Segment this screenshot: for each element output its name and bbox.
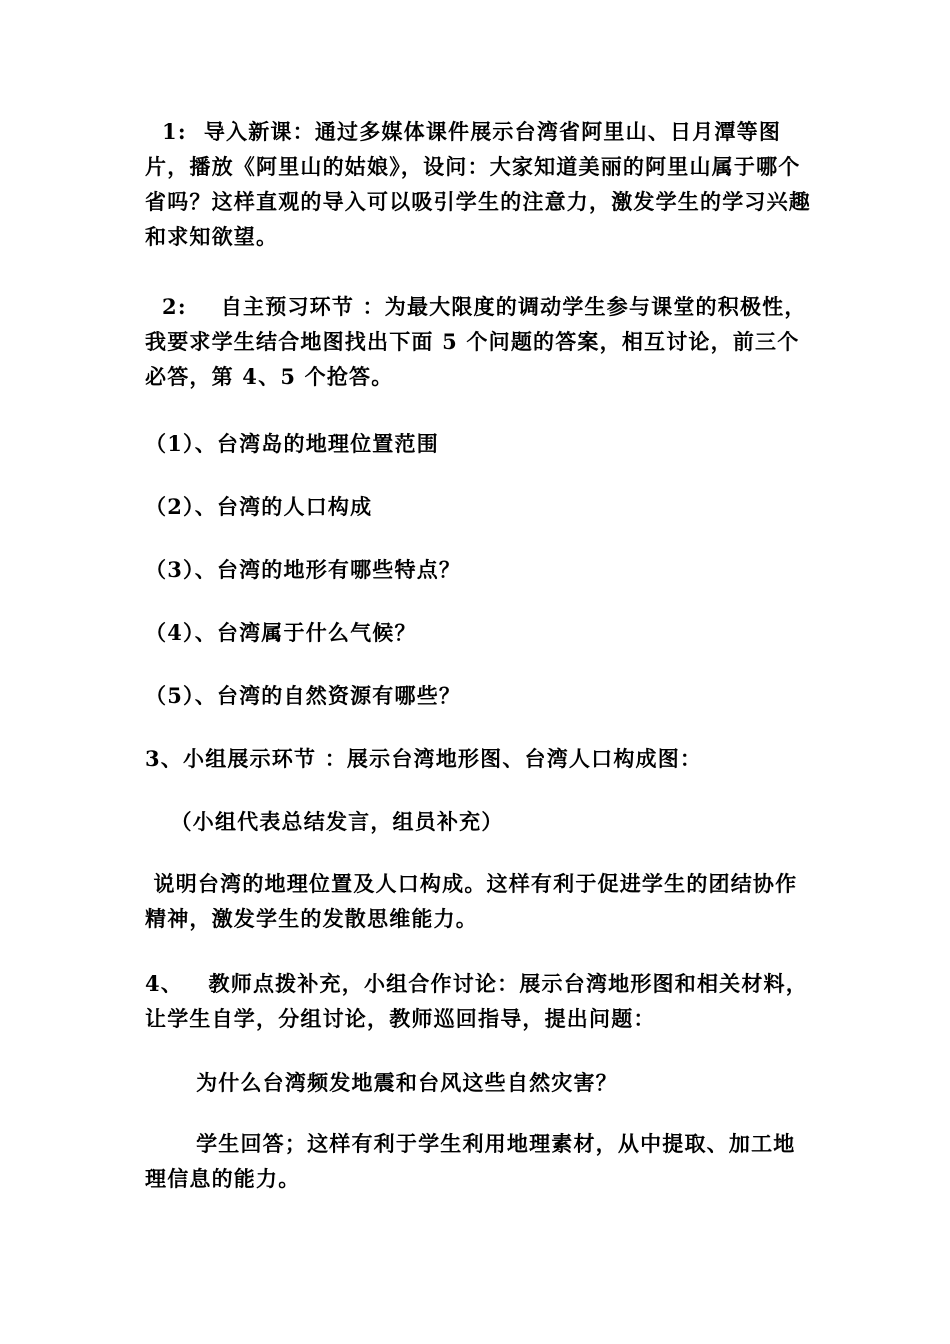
paragraph-group-show: 3、小组展示环节 ：展示台湾地形图、台湾人口构成图：: [145, 746, 703, 771]
paragraph-teacher: 4、 教师点拨补充，小组合作讨论：展示台湾地形图和相关材料， 让学生自学，分组讨论，教师巡回指导，提出问题：: [145, 971, 825, 1031]
question-3: （3）、台湾的地形有哪些特点？: [145, 557, 462, 582]
paragraph-self-study: 2: 自主预习环节 ：为最大限度的调动学生参与课堂的积极性，我要求学生结合地图找出下面 5 个问题的答案，相互讨论，前三个必答，第 4、5 个抢答。: [145, 294, 807, 389]
question-5: （5）、台湾的自然资源有哪些？: [145, 683, 462, 708]
paragraph-intro: 1: 导入新课：通过多媒体课件展示台湾省阿里山、日月潭等图片，播放《阿里山的姑娘》，设问：大家知道美丽的阿里山属于哪个省吗？这样直观的导入可以吸引学生的注意力，激发学生的学习兴趣和求知欲望。: [145, 119, 811, 249]
paragraph-explain: 说明台湾的地理位置及人口构成。这样有利于促进学生的团结协作精神，激发学生的发散思维能力。: [145, 871, 798, 931]
paragraph-group-note: （小组代表总结发言，组员补充）: [145, 809, 504, 834]
question-2: （2）、台湾的人口构成: [145, 494, 373, 519]
paragraph-question: 为什么台湾频发地震和台风这些自然灾害？: [145, 1070, 618, 1095]
question-4: （4）、台湾属于什么气候？: [145, 620, 417, 645]
paragraph-answer: 学生回答；这样有利于学生利用地理素材，从中提取、加工地理信息的能力。: [145, 1131, 796, 1191]
question-1: （1）、台湾岛的地理位置范围: [145, 431, 439, 456]
